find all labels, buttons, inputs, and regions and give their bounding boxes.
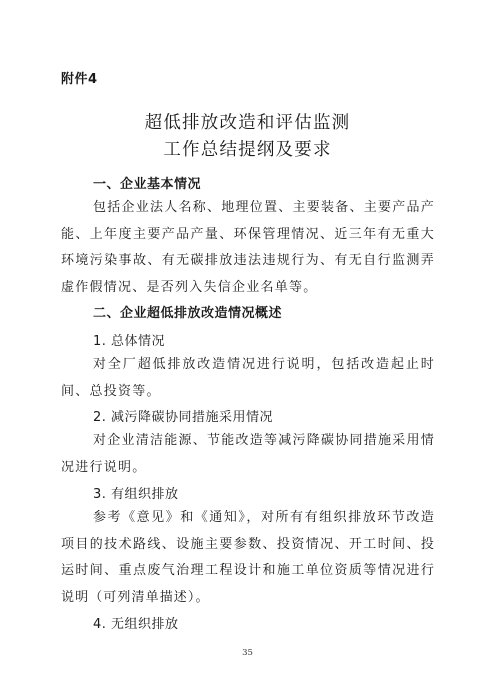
section1-paragraph: 包括企业法人名称、地理位置、主要装备、主要产品产能、上年度主要产品产量、环保管理情况、近三年有无重大环境污染事故、有无碳排放违法违规行为、有无自行监测弄虚作假情况、是否列入失信企业名单等。 xyxy=(61,200,436,295)
subsection1-heading: 1. 总体情况 xyxy=(93,334,166,349)
subsection3-paragraph: 参考《意见》和《通知》，对所有有组织排放环节改造项目的技术路线、设施主要参数、投资情况、开工时间、投运时间、重点废气治理工程设计和施工单位资质等情况进行说明（可列清单描述）。 xyxy=(61,510,435,605)
subsection3-heading: 3. 有组织排放 xyxy=(93,487,179,502)
subsection2-heading: 2. 减污降碳协同措施采用情况 xyxy=(93,410,274,425)
page-number: 35 xyxy=(242,648,253,658)
attachment-label: 附件4 xyxy=(61,72,98,87)
subsection4-heading: 4. 无组织排放 xyxy=(93,617,179,632)
document-title-line1: 超低排放改造和评估监测 xyxy=(144,113,351,133)
section1-heading: 一、企业基本情况 xyxy=(93,177,202,192)
subsection2-paragraph: 对企业清洁能源、节能改造等减污降碳协同措施采用情况进行说明。 xyxy=(61,433,436,475)
document-title-line2: 工作总结提纲及要求 xyxy=(163,140,332,160)
section2-heading: 二、企业超低排放改造情况概述 xyxy=(93,306,283,321)
subsection1-paragraph: 对全厂超低排放改造情况进行说明，包括改造起止时间、总投资等。 xyxy=(61,357,435,399)
